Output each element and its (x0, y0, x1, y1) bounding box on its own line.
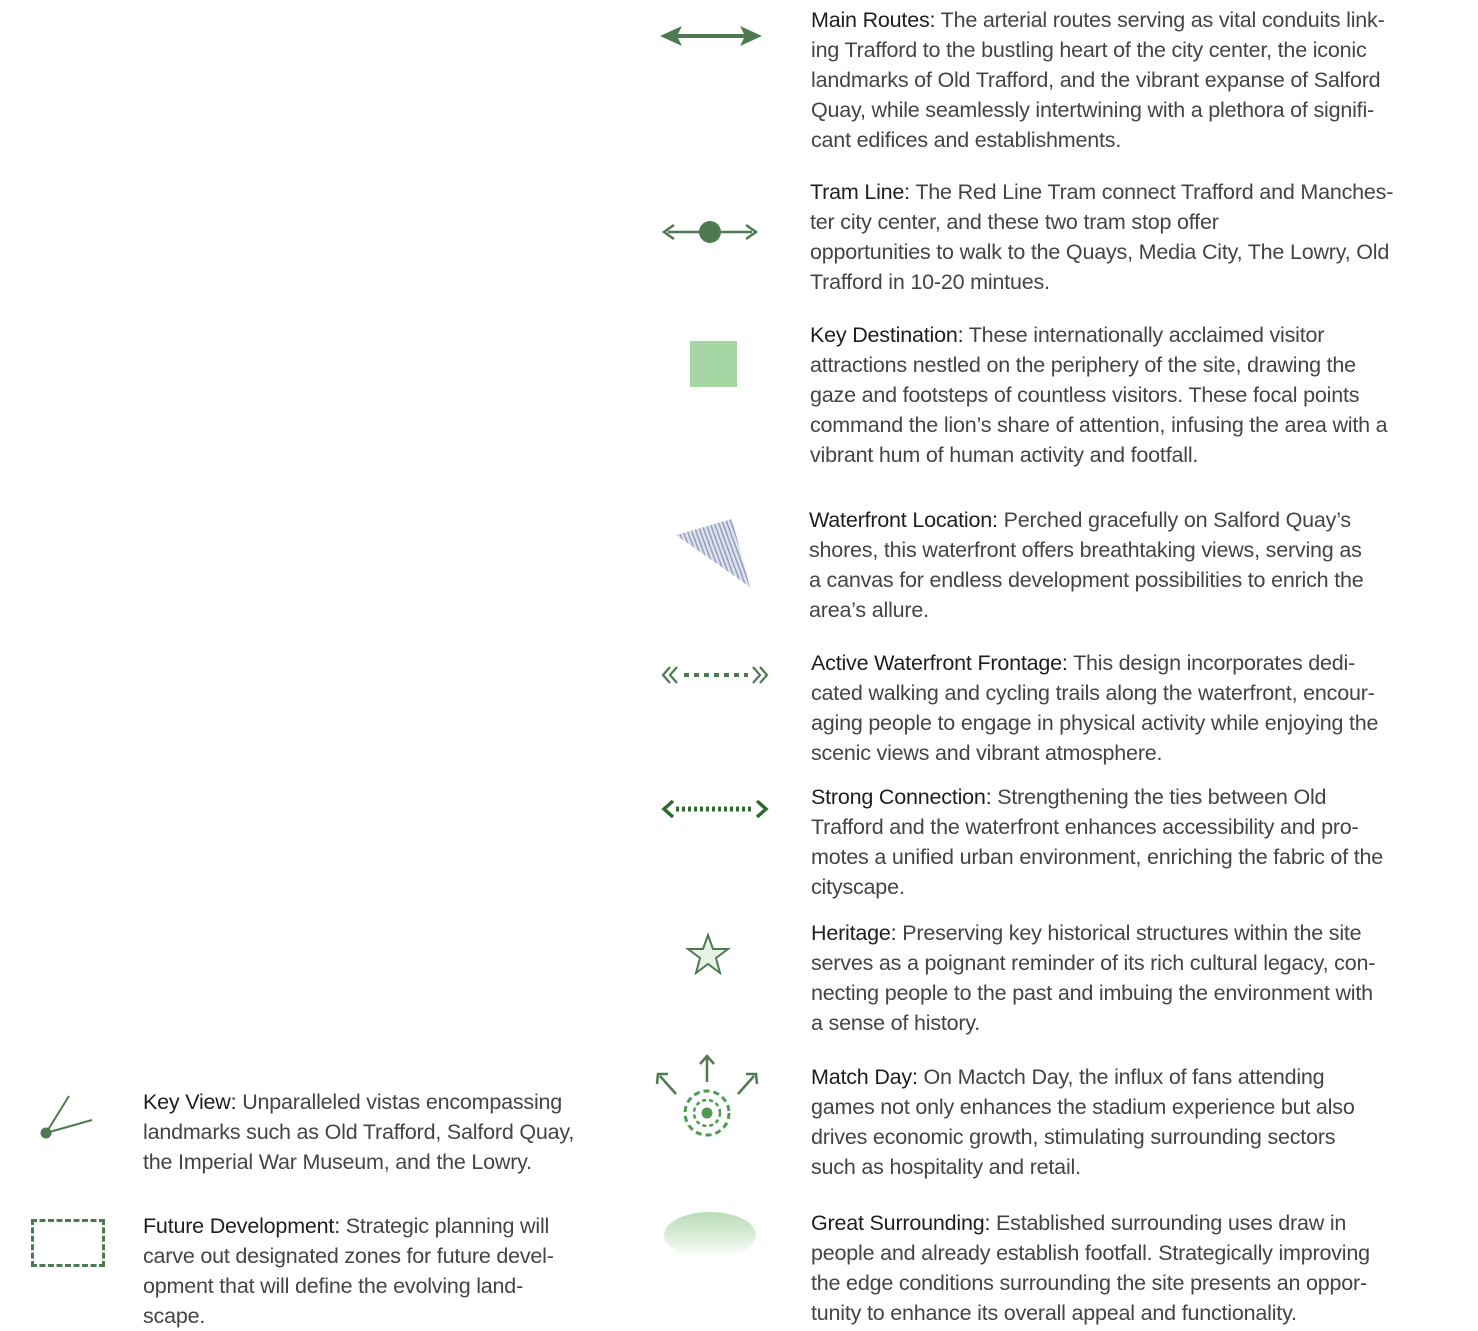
hatched-triangle-icon (672, 515, 754, 591)
legend-item-line: Trafford and the waterfront enhances accessibility and pro- (811, 815, 1359, 839)
legend-item-line: The arterial routes serving as vital conduits link- (940, 8, 1385, 32)
legend-item-line: On Mactch Day, the influx of fans attending (923, 1065, 1325, 1089)
legend-item-title: Future Development: (143, 1214, 340, 1238)
legend-item-line: Preserving key historical structures within the site (902, 921, 1362, 945)
legend-item-line: people and already establish footfall. Strategically improving (811, 1241, 1370, 1265)
legend-item-line: shores, this waterfront offers breathtaking views, serving as (809, 538, 1362, 562)
legend-item-line: Trafford in 10-20 mintues. (810, 270, 1050, 294)
legend-item-line: the Imperial War Museum, and the Lowry. (143, 1150, 532, 1174)
legend-item-line: These internationally acclaimed visitor (968, 323, 1325, 347)
legend-item-line: Perched gracefully on Salford Quay’s (1003, 508, 1351, 532)
legend-item-title: Match Day: (811, 1065, 918, 1089)
legend-item-line: cityscape. (811, 875, 905, 899)
legend-item-line: scenic views and vibrant atmosphere. (811, 741, 1163, 765)
legend-item-line: scape. (143, 1304, 206, 1328)
legend-item-line: opment that will define the evolving land- (143, 1274, 524, 1298)
legend-item-line: motes a unified urban environment, enriching the fabric of the (811, 845, 1384, 869)
soft-green-ellipse-icon (664, 1212, 756, 1258)
legend-item-title: Waterfront Location: (809, 508, 998, 532)
green-square-icon (690, 341, 737, 387)
legend-item-title: Heritage: (811, 921, 897, 945)
legend-item-line: the edge conditions surrounding the site presents an oppor- (811, 1271, 1367, 1295)
legend-item-line: Strengthening the ties between Old (997, 785, 1327, 809)
legend-item-title: Active Waterfront Frontage: (811, 651, 1068, 675)
legend-item-line: opportunities to walk to the Quays, Media City, The Lowry, Old (810, 240, 1390, 264)
star-icon (686, 933, 730, 975)
legend-item-line: area’s allure. (809, 598, 929, 622)
legend-item-line: serves as a poignant reminder of its rich cultural legacy, con- (811, 951, 1376, 975)
legend-item-line: Quay, while seamlessly intertwining with a plethora of signifi- (811, 98, 1374, 122)
legend-item-line: attractions nestled on the periphery of the site, drawing the (810, 353, 1356, 377)
legend-item-line: vibrant hum of human activity and footfall. (810, 443, 1199, 467)
legend-item-title: Tram Line: (810, 180, 910, 204)
legend-item-line: ter city center, and these two tram stop offer (810, 210, 1219, 234)
legend-item-line: command the lion’s share of attention, infusing the area with a (810, 413, 1388, 437)
legend-item-line: cant edifices and establishments. (811, 128, 1122, 152)
legend-item-line: gaze and footsteps of countless visitors. These focal points (810, 383, 1360, 407)
legend-item-line: ing Trafford to the bustling heart of the city center, the iconic (811, 38, 1367, 62)
legend-item-line: Established surrounding uses draw in (996, 1211, 1347, 1235)
legend-item-line: a sense of history. (811, 1011, 981, 1035)
legend-item-line: tunity to enhance its overall appeal and functionality. (811, 1301, 1297, 1325)
legend-item-line: necting people to the past and imbuing the environment with (811, 981, 1373, 1005)
legend-item-title: Main Routes: (811, 8, 936, 32)
legend-item-line: landmarks such as Old Trafford, Salford Quay, (143, 1120, 575, 1144)
legend-item-title: Strong Connection: (811, 785, 992, 809)
legend-item-title: Key Destination: (810, 323, 964, 347)
view-cone-icon (36, 1094, 96, 1142)
legend-item-line: This design incorporates dedi- (1073, 651, 1356, 675)
legend-item-line: such as hospitality and retail. (811, 1155, 1081, 1179)
legend-item-line: carve out designated zones for future devel- (143, 1244, 554, 1268)
legend-item-title: Great Surrounding: (811, 1211, 991, 1235)
radiating-target-icon (652, 1052, 762, 1142)
dotted-arrow-icon (662, 798, 768, 820)
double-headed-arrow-icon (660, 24, 762, 48)
legend-item-line: Strategic planning will (345, 1214, 550, 1238)
legend-item-line: cated walking and cycling trails along the waterfront, encour- (811, 681, 1375, 705)
legend-item-line: landmarks of Old Trafford, and the vibrant expanse of Salford (811, 68, 1381, 92)
legend-item-line: drives economic growth, stimulating surrounding sectors (811, 1125, 1336, 1149)
legend-item-title: Key View: (143, 1090, 237, 1114)
tram-stop-arrow-icon (662, 220, 758, 244)
dashed-rectangle-icon (31, 1219, 105, 1267)
legend-item-line: games not only enhances the stadium experience but also (811, 1095, 1355, 1119)
dotted-double-chevron-arrow-icon (662, 664, 768, 686)
legend-item-line: The Red Line Tram connect Trafford and Manches- (915, 180, 1394, 204)
legend-item-line: aging people to engage in physical activity while enjoying the (811, 711, 1379, 735)
legend-item-line: Unparalleled vistas encompassing (242, 1090, 563, 1114)
legend-item-line: a canvas for endless development possibilities to enrich the (809, 568, 1364, 592)
